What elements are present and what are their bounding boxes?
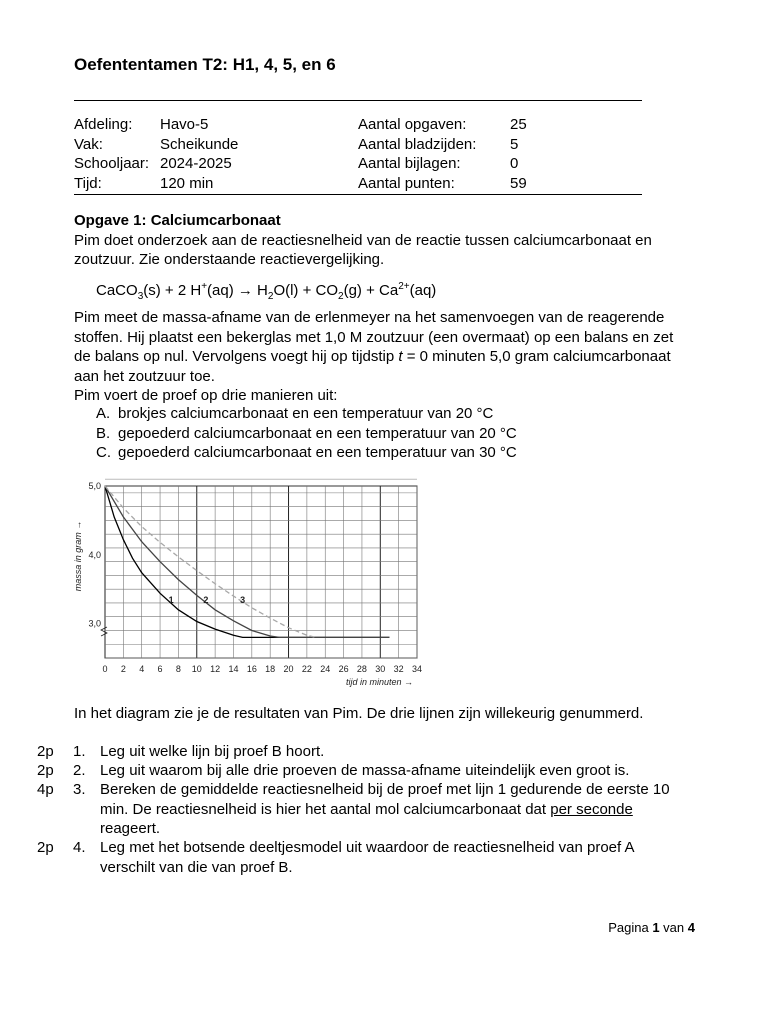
meta-cell-v2: 59	[510, 174, 527, 192]
question-number: 1.	[73, 743, 86, 760]
question-text	[100, 742, 720, 762]
x-tick-label: 0	[102, 664, 108, 674]
method-text: gepoederd calciumcarbonaat en een temperatuur van 30 °C	[118, 444, 517, 461]
method-letter: A.	[96, 405, 111, 422]
meta-table	[74, 116, 570, 194]
question-number: 3.	[73, 781, 86, 798]
method-letter: B.	[96, 424, 111, 442]
underlined-term: per seconde	[550, 800, 633, 818]
eq-sup: 2+	[398, 281, 410, 292]
question-number: 4.	[73, 839, 86, 856]
x-tick-label: 20	[283, 664, 294, 674]
meta-cell-v2: 5	[510, 135, 519, 153]
x-tick-label: 6	[157, 664, 163, 674]
methods-intro: Pim voert de proef op drie manieren uit:	[74, 387, 338, 404]
meta-cell-v1: Havo-5	[160, 116, 209, 133]
meta-row	[74, 155, 570, 175]
question-line-text: Leg uit waarom bij alle drie proeven de massa-afname uiteindelijk even groot is.	[100, 762, 630, 779]
page-title: Oefententamen T2: H1, 4, 5, en 6	[74, 55, 336, 74]
x-axis-label: tijd in minuten →	[345, 677, 413, 687]
intro-line-1: Pim doet onderzoek aan de reactiesnelheid van de reactie tussen calciumcarbonaat en	[74, 231, 652, 249]
meta-cell-v1: 120 min	[160, 174, 214, 192]
eq-sub: 2	[267, 291, 274, 302]
question-line-text: Leg uit welke lijn bij proef B hoort.	[100, 743, 325, 760]
meta-cell-k1: Schooljaar:	[74, 155, 150, 172]
series-label: 3	[240, 594, 246, 605]
x-tick-label: 28	[356, 664, 367, 674]
x-tick-label: 30	[375, 664, 386, 674]
meta-cell-k1: Vak:	[74, 135, 103, 153]
method-line: aan het zoutzuur toe.	[74, 367, 215, 385]
eq-part: (s) + 2 H	[143, 282, 202, 299]
method-paragraph	[74, 308, 714, 406]
question-line-text: Bereken de gemiddelde reactiesnelheid bij de proef met lijn 1 gedurende de eerste 10	[100, 781, 670, 798]
question-text	[100, 761, 720, 781]
question-points: 2p	[37, 839, 54, 856]
question-line	[100, 742, 720, 762]
opgave-block	[74, 211, 714, 270]
x-tick-label: 24	[320, 664, 331, 674]
meta-cell-k2: Aantal punten:	[358, 174, 455, 192]
method-item	[96, 443, 517, 463]
x-tick-label: 22	[301, 664, 312, 674]
question-points: 2p	[37, 743, 54, 760]
x-tick-label: 8	[175, 664, 181, 674]
meta-cell-v2: 25	[510, 116, 527, 133]
x-tick-label: 4	[139, 664, 145, 674]
eq-part: (aq) → H	[207, 282, 268, 299]
eq-part: CaCO	[96, 282, 138, 299]
method-list	[96, 404, 517, 463]
eq-part: (g) + Ca	[343, 282, 399, 299]
time-variable: t	[398, 348, 403, 365]
method-text: brokjes calciumcarbonaat en een temperatuur van 20 °C	[118, 405, 494, 422]
question-line	[100, 858, 720, 878]
method-line	[74, 347, 714, 367]
footer-total-pages: 4	[687, 920, 695, 935]
question-line	[100, 838, 720, 858]
question-points: 2p	[37, 762, 54, 779]
question-line	[100, 800, 720, 820]
y-axis-label: massa in gram →	[73, 520, 83, 592]
eq-part: (aq)	[409, 282, 437, 299]
intro-line-2: zoutzuur. Zie onderstaande reactievergelijking.	[74, 251, 385, 268]
x-tick-label: 34	[411, 664, 423, 674]
question-points: 4p	[37, 781, 54, 798]
y-tick-label: 3,0	[88, 618, 101, 629]
footer-page-number: 1	[652, 920, 660, 935]
x-tick-label: 10	[191, 664, 202, 674]
y-tick-label: 4,0	[88, 549, 101, 560]
method-letter: C.	[96, 444, 111, 461]
mass-time-chart	[70, 476, 430, 696]
method-text: de balans op nul. Vervolgens voegt hij op tijdstip	[74, 348, 395, 365]
question-line: reageert.	[100, 820, 161, 837]
reaction-equation	[96, 281, 436, 302]
title-divider	[74, 100, 642, 101]
series-label: 2	[203, 594, 209, 605]
x-tick-label: 16	[246, 664, 257, 674]
meta-row	[74, 136, 570, 156]
method-text: gepoederd calciumcarbonaat en een temperatuur van 20 °C	[118, 424, 517, 442]
diagram-caption: In het diagram zie je de resultaten van Pim. De drie lijnen zijn willekeurig genummerd.	[74, 705, 644, 722]
meta-divider	[74, 194, 642, 195]
plot-area	[105, 486, 417, 658]
eq-part: O(l) + CO	[273, 282, 339, 299]
x-tick-label: 26	[338, 664, 349, 674]
x-tick-label: 14	[228, 664, 239, 674]
eq-sub: 3	[137, 291, 144, 302]
meta-cell-v1: 2024-2025	[160, 155, 232, 172]
method-item	[96, 404, 517, 424]
meta-cell-v2: 0	[510, 155, 519, 172]
question-line-text: Leg met het botsende deeltjesmodel uit waardoor de reactiesnelheid van proef A	[100, 839, 635, 856]
x-tick-label: 18	[265, 664, 276, 674]
method-item	[96, 424, 517, 444]
y-tick-label: 5,0	[88, 481, 101, 491]
method-line: stoffen. Hij plaatst een bekerglas met 1,0 M zoutzuur (een overmaat) op een balans en zet	[74, 328, 674, 346]
question-line	[100, 780, 720, 800]
meta-row	[74, 116, 570, 136]
question-text	[100, 780, 720, 839]
question-number: 2.	[73, 762, 86, 779]
meta-cell-k2: Aantal bijlagen:	[358, 155, 461, 172]
eq-sup: +	[201, 281, 208, 292]
footer-mid: van	[663, 920, 685, 935]
question-line-text: min. De reactiesnelheid is hier het aantal mol calciumcarbonaat dat	[100, 800, 547, 818]
x-tick-label: 2	[120, 664, 126, 674]
question-line-text: verschilt van die van proef B.	[100, 858, 293, 876]
opgave-heading: Opgave 1: Calciumcarbonaat	[74, 212, 281, 229]
series-label: 1	[168, 594, 174, 605]
meta-cell-k1: Tijd:	[74, 174, 102, 192]
page-footer	[608, 920, 695, 935]
x-tick-label: 12	[210, 664, 221, 674]
x-tick-label: 32	[393, 664, 404, 674]
meta-cell-k1: Afdeling:	[74, 116, 133, 133]
footer-prefix: Pagina	[608, 920, 649, 935]
question-line	[100, 761, 720, 781]
method-line: Pim meet de massa-afname van de erlenmeyer na het samenvoegen van de reagerende	[74, 309, 665, 326]
meta-cell-k2: Aantal bladzijden:	[358, 135, 477, 153]
meta-cell-v1: Scheikunde	[160, 135, 239, 153]
eq-sub: 2	[338, 291, 344, 302]
meta-row	[74, 175, 570, 195]
meta-cell-k2: Aantal opgaven:	[358, 116, 467, 133]
question-text	[100, 838, 720, 877]
method-text: = 0 minuten 5,0 gram calciumcarbonaat	[406, 348, 671, 365]
